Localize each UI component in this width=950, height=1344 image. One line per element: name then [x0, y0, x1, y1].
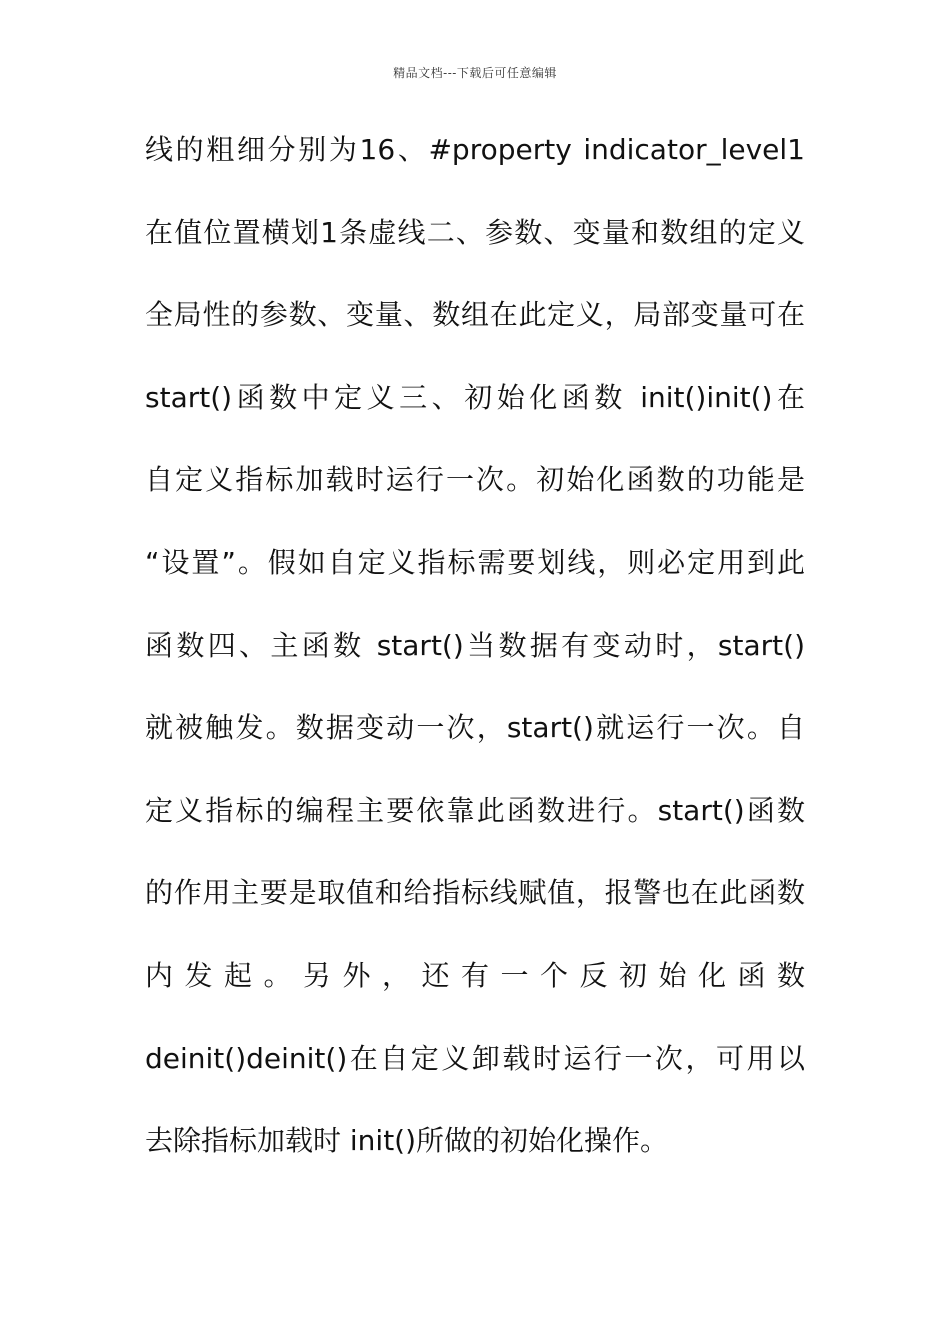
text-line: 在值位置横划1条虚线二、参数、变量和数组的定义	[145, 215, 805, 249]
text-line: 内发起。另外，还有一个反初始化函数	[145, 958, 805, 992]
text-line: start()函数中定义三、初始化函数 init()init()在	[145, 380, 805, 414]
text-line: 全局性的参数、变量、数组在此定义，局部变量可在	[145, 298, 805, 332]
text-line: 函数四、主函数 start()当数据有变动时，start()	[145, 628, 805, 662]
document-body	[145, 128, 805, 1202]
text-line: 自定义指标加载时运行一次。初始化函数的功能是	[145, 463, 805, 497]
text-line: deinit()deinit()在自定义卸载时运行一次，可用以	[145, 1041, 805, 1075]
text-line: 就被触发。数据变动一次，start()就运行一次。自	[145, 711, 805, 745]
text-line: 去除指标加载时 init()所做的初始化操作。	[145, 1124, 669, 1158]
text-line: 线的粗细分别为16、#property indicator_level1	[145, 133, 805, 166]
text-line: 定义指标的编程主要依靠此函数进行。start()函数	[145, 793, 805, 827]
text-line: “设置”。假如自定义指标需要划线，则必定用到此	[145, 545, 805, 579]
page-header: 精品文档---下载后可任意编辑	[393, 66, 557, 80]
text-line: 的作用主要是取值和给指标线赋值，报警也在此函数	[145, 876, 805, 910]
